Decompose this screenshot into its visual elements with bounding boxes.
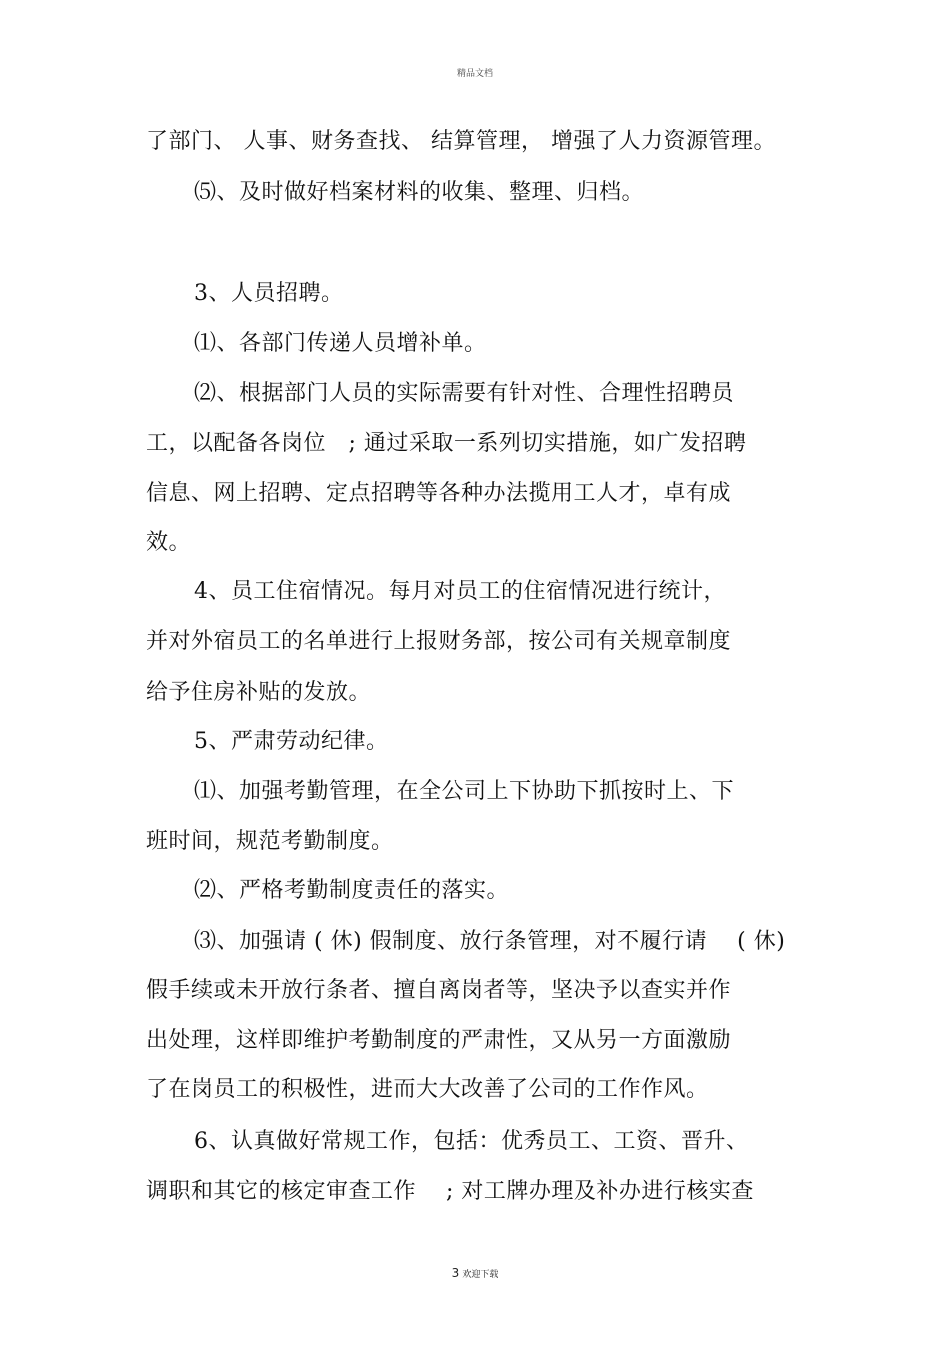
- text-line: 5、严肃劳动纪律。: [194, 729, 389, 754]
- text-line: ⑶、加强请 ( 休) 假制度、放行条管理，对不履行请 ( 休): [194, 929, 786, 954]
- text-line: 假手续或未开放行条者、擅自离岗者等，坚决予以查实并作: [146, 978, 732, 1003]
- text-line: 效。: [146, 530, 192, 555]
- footer-text: 欢迎下载: [462, 1270, 499, 1280]
- text-line: 并对外宿员工的名单进行上报财务部，按公司有关规章制度: [146, 629, 732, 654]
- text-line: 给予住房补贴的发放。: [146, 680, 372, 705]
- text-line: 工，以配备各岗位 ; 通过采取一系列切实措施，如广发招聘: [146, 431, 747, 456]
- text-line: ⑵、根据部门人员的实际需要有针对性、合理性招聘员: [194, 381, 735, 406]
- text-line: 4、员工住宿情况。每月对员工的住宿情况进行统计，: [194, 579, 726, 604]
- text-line: ⑵、严格考勤制度责任的落实。: [194, 878, 510, 903]
- text-line: 3、人员招聘。: [194, 281, 344, 306]
- text-line: 调职和其它的核定审查工作 ; 对工牌办理及补办进行核实查: [146, 1179, 754, 1204]
- text-line: 了在岗员工的积极性，进而大大改善了公司的工作作风。: [146, 1077, 709, 1102]
- text-line: 出处理，这样即维护考勤制度的严肃性，又从另一方面激励: [146, 1028, 732, 1053]
- text-line: 6、认真做好常规工作，包括：优秀员工、工资、晋升、: [194, 1129, 749, 1154]
- text-line: 信息、网上招聘、定点招聘等各种办法揽用工人才，卓有成: [146, 481, 732, 506]
- text-line: 了部门、 人事、财务查找、 结算管理， 增强了人力资源管理。: [146, 129, 776, 154]
- text-line: ⑸、及时做好档案材料的收集、整理、归档。: [194, 180, 645, 205]
- text-line: ⑴、加强考勤管理，在全公司上下协助下抓按时上、下: [194, 779, 735, 804]
- page-footer: [0, 1262, 950, 1281]
- text-line: 班时间，规范考勤制度。: [146, 829, 394, 854]
- text-line: ⑴、各部门传递人员增补单。: [194, 331, 487, 356]
- page-number: 3: [451, 1266, 460, 1280]
- page-header: 精品文档: [456, 69, 493, 79]
